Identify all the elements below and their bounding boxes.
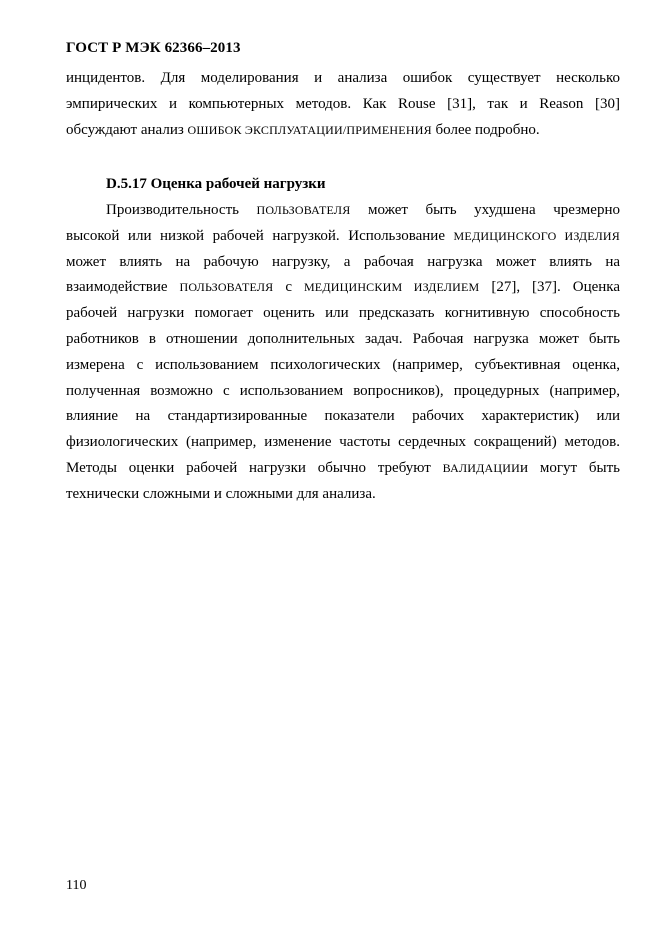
section-paragraph (66, 198, 620, 508)
text-line: рабочей нагрузки помогает оценить или предсказать когнитивную способность (66, 305, 620, 322)
text-line: может влиять на рабочую нагрузку, а рабочая нагрузка может влиять на (66, 253, 620, 270)
text-line: измерена с использованием психологических (например, субъективная оценка, (66, 356, 620, 373)
text-line: физиологических (например, изменение частоты сердечных сокращений) методов. (66, 434, 620, 451)
text-line: работников в отношении дополнительных задач. Рабочая нагрузка может быть (66, 330, 620, 347)
text-line: технически сложными и сложными для анализа. (66, 485, 376, 502)
document-header-title: ГОСТ Р МЭК 62366–2013 (66, 40, 241, 56)
section-heading: D.5.17 Оценка рабочей нагрузки (106, 176, 326, 192)
intro-paragraph (66, 66, 620, 143)
text-line: обсуждают анализ ОШИБОК ЭКСПЛУАТАЦИИ/ПРИМЕНЕНИЯ более подробно. (66, 121, 540, 138)
text-line: высокой или низкой рабочей нагрузкой. Использование МЕДИЦИНСКОГО ИЗДЕЛИЯ (66, 227, 620, 244)
term-small-caps: ПОЛЬЗОВАТЕЛЯ (179, 280, 274, 295)
term-small-caps: МЕДИЦИНСКИМ ИЗДЕЛИЕМ (303, 280, 480, 295)
text-line: эмпирических и компьютерных методов. Как Rouse [31], так и Reason [30] (66, 95, 620, 112)
text-line: влияние на стандартизированные показатели рабочих характеристик) или (66, 408, 620, 425)
term-small-caps: ПОЛЬЗОВАТЕЛЯ (256, 203, 351, 217)
text-line: Методы оценки рабочей нагрузки обычно требуют ВАЛИДАЦИИи могут быть (66, 459, 620, 476)
term-small-caps: МЕДИЦИНСКОГО ИЗДЕЛИЯ (453, 228, 620, 243)
text-line: взаимодействие ПОЛЬЗОВАТЕЛЯ с МЕДИЦИНСКИМ ИЗДЕЛИЕМ [27], [37]. Оценка (66, 279, 620, 296)
term-small-caps: ОШИБОК ЭКСПЛУАТАЦИИ/ПРИМЕНЕНИЯ (187, 122, 432, 137)
term-small-caps: ВАЛИДАЦИИ (442, 460, 521, 475)
page-number: 110 (66, 878, 87, 893)
text-line: инцидентов. Для моделирования и анализа ошибок существует несколько (66, 70, 620, 86)
text-line: полученная возможно с использованием вопросников), процедурных (например, (66, 382, 620, 399)
text-line: Производительность ПОЛЬЗОВАТЕЛЯ может быть ухудшена чрезмерно (106, 202, 620, 218)
